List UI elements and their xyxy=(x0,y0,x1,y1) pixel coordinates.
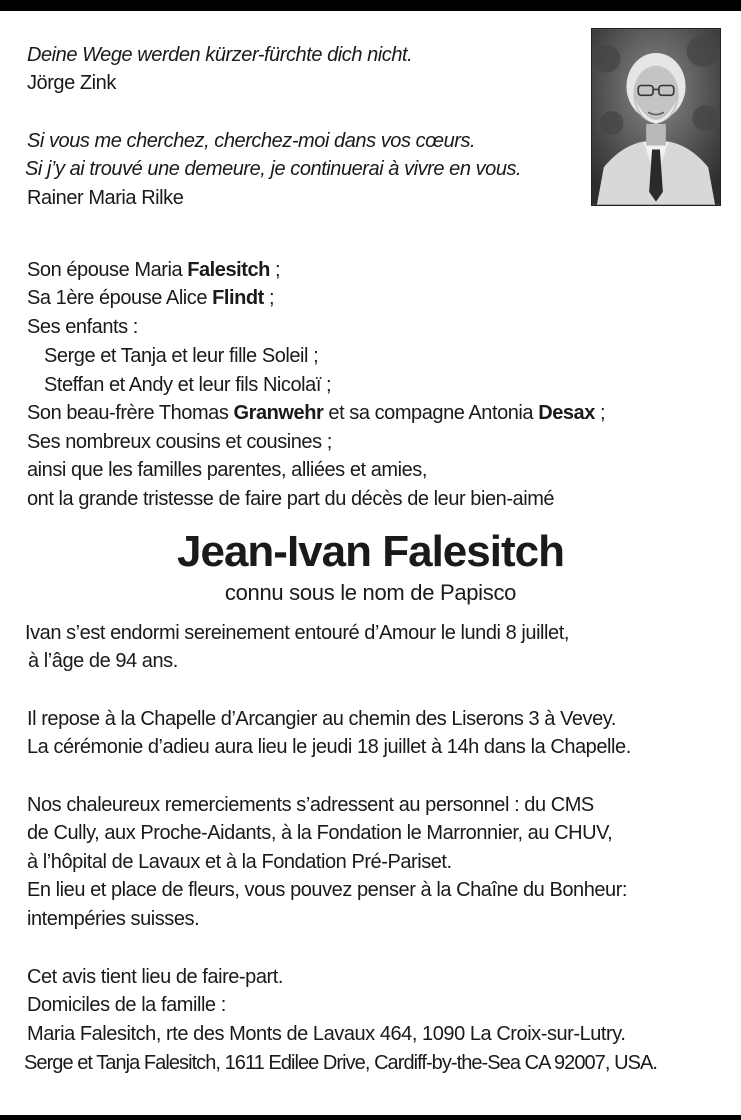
portrait-photo xyxy=(591,28,721,206)
quote1-author: Jörge Zink xyxy=(27,72,116,94)
thanks-line2: de Cully, aux Proche-Aidants, à la Fondation le Marronnier, au CHUV, xyxy=(27,822,613,844)
flowers-line1: En lieu et place de fleurs, vous pouvez penser à la Chaîne du Bonheur: xyxy=(27,879,628,901)
thanks-line1: Nos chaleureux remerciements s’adressent au personnel : du CMS xyxy=(27,794,594,816)
flowers-line2: intempéries suisses. xyxy=(27,908,200,930)
family-spouse: Son épouse Maria Falesitch ; xyxy=(27,259,281,281)
ceremony-info: La cérémonie d’adieu aura lieu le jeudi 18 juillet à 14h dans la Chapelle. xyxy=(27,736,631,758)
bottom-rule xyxy=(0,1115,741,1120)
family-children-label: Ses enfants : xyxy=(27,316,138,338)
domiciles-label: Domiciles de la famille : xyxy=(27,994,226,1016)
family-cousins: Ses nombreux cousins et cousines ; xyxy=(27,431,332,453)
quote1-text: Deine Wege werden kürzer-fürchte dich nicht. xyxy=(27,44,413,66)
thanks-line3: à l’hôpital de Lavaux et à la Fondation Pré-Pariset. xyxy=(27,851,452,873)
top-rule xyxy=(0,0,741,11)
notice-text: Cet avis tient lieu de faire-part. xyxy=(27,966,283,988)
family-inlaw: Son beau-frère Thomas Granwehr et sa compagne Antonia Desax ; xyxy=(27,402,606,424)
spouse-surname: Falesitch xyxy=(187,259,270,281)
quote2-line2: Si j’y ai trouvé une demeure, je continuerai à vivre en vous. xyxy=(25,158,522,180)
family-child1: Serge et Tanja et leur fille Soleil ; xyxy=(44,345,319,367)
first-spouse-surname: Flindt xyxy=(212,287,264,309)
deceased-name: Jean-Ivan Falesitch xyxy=(177,527,564,576)
rest-place: Il repose à la Chapelle d’Arcangier au chemin des Liserons 3 à Vevey. xyxy=(27,708,616,730)
inlaw-surname: Granwehr xyxy=(233,402,324,424)
portrait-image xyxy=(592,29,720,205)
deceased-alias: connu sous le nom de Papisco xyxy=(224,580,517,605)
family-child2: Steffan et Andy et leur fils Nicolaï ; xyxy=(44,374,332,396)
partner-surname: Desax xyxy=(538,402,595,424)
passed-line1: Ivan s’est endormi sereinement entouré d’Amour le lundi 8 juillet, xyxy=(25,622,569,644)
family-announcement: ont la grande tristesse de faire part du décès de leur bien-aimé xyxy=(27,488,555,510)
family-first-spouse: Sa 1ère épouse Alice Flindt ; xyxy=(27,287,275,309)
address-line2: Serge et Tanja Falesitch, 1611 Edilee Drive, Cardiff-by-the-Sea CA 92007, USA. xyxy=(24,1052,657,1074)
passed-line2: à l’âge de 94 ans. xyxy=(28,650,178,672)
quote2-line1: Si vous me cherchez, cherchez-moi dans vos cœurs. xyxy=(27,130,476,152)
address-line1: Maria Falesitch, rte des Monts de Lavaux 464, 1090 La Croix-sur-Lutry. xyxy=(27,1023,626,1045)
quote2-author: Rainer Maria Rilke xyxy=(27,187,184,209)
family-relatives: ainsi que les familles parentes, alliées et amies, xyxy=(27,459,427,481)
